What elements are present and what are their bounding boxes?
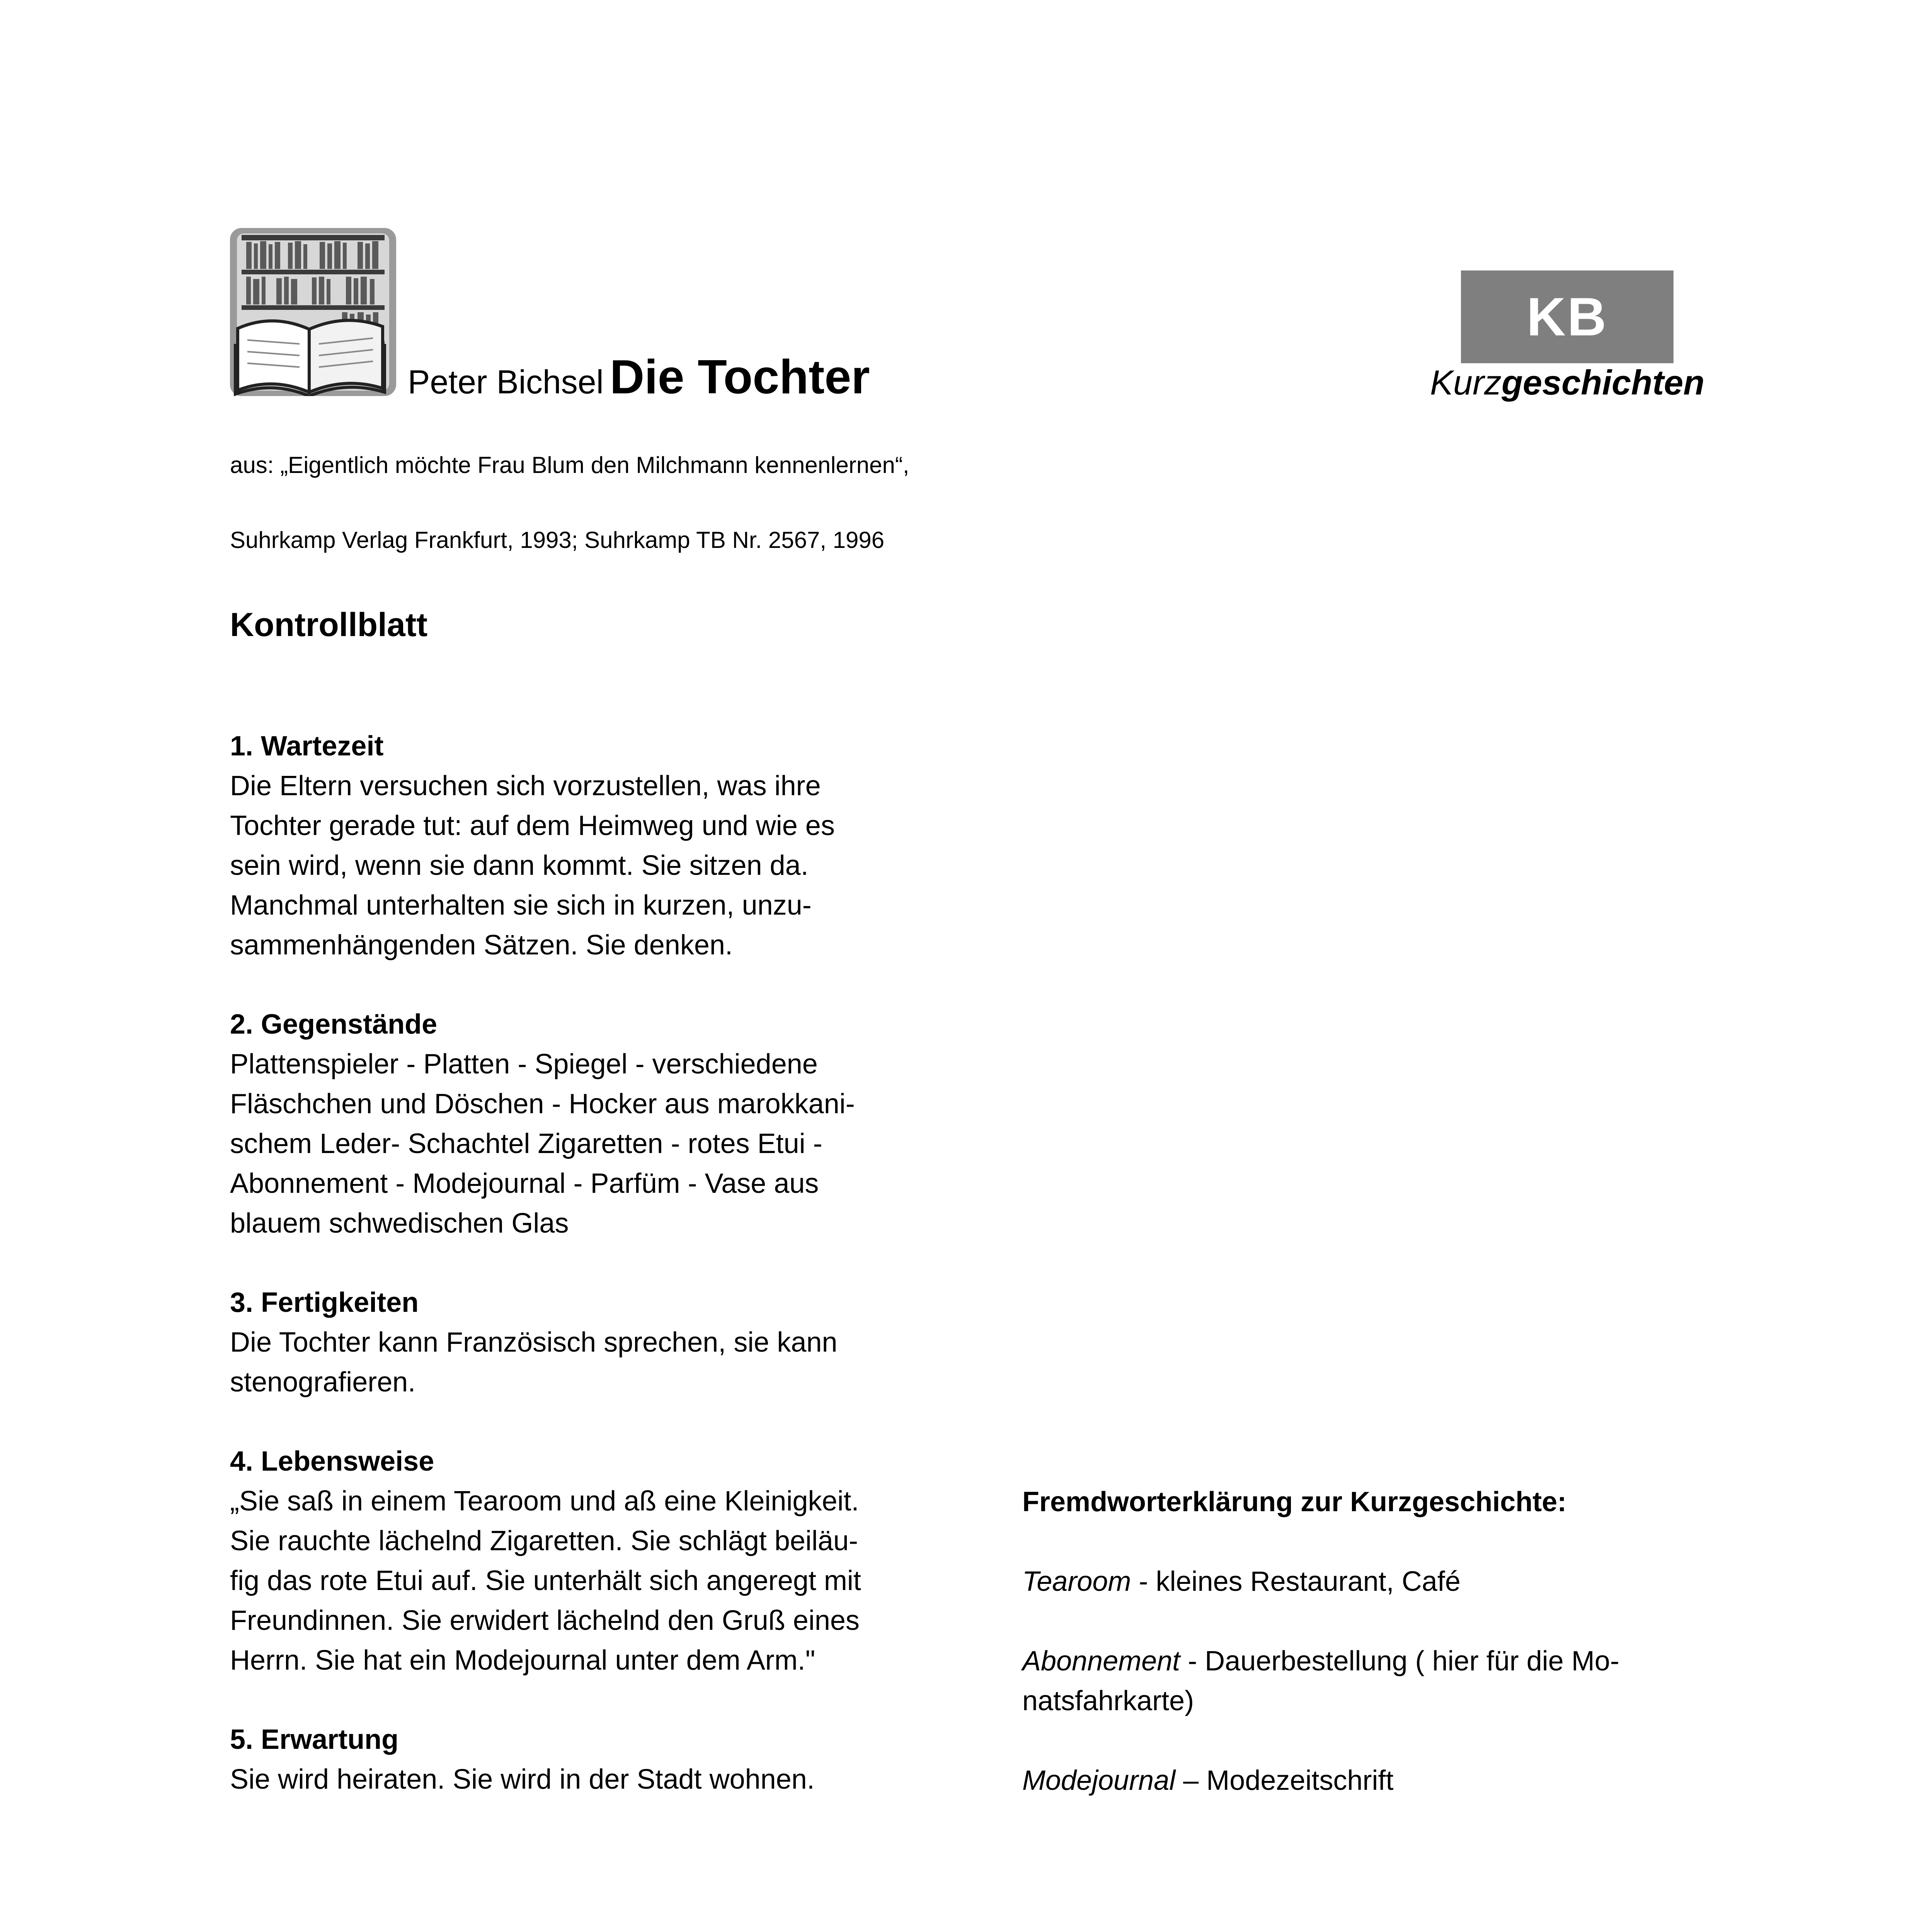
text-line: schem Leder- Schachtel Zigaretten - rotes Etui - [230, 1128, 822, 1159]
text-line: Herrn. Sie hat ein Modejournal unter dem Arm." [230, 1645, 815, 1676]
text-line: Tochter gerade tut: auf dem Heimweg und wie es [230, 810, 835, 841]
section-heading: 1. Wartezeit [230, 731, 384, 762]
text-line: Sie rauchte lächelnd Zigaretten. Sie schlägt beiläu- [230, 1526, 858, 1556]
text-line: Die Eltern versuchen sich vorzustellen, was ihre [230, 770, 821, 801]
glossary-definition: - kleines Restaurant, Café [1131, 1566, 1461, 1597]
text-line: stenografieren. [230, 1367, 416, 1398]
glossary-item [1022, 1562, 1699, 1602]
section-erwartung [230, 1720, 957, 1799]
text-line: sein wird, wenn sie dann kommt. Sie sitzen da. [230, 850, 809, 881]
text-line: Plattenspieler - Platten - Spiegel - verschiedene [230, 1049, 818, 1080]
text-line: Fläschchen und Döschen - Hocker aus marokkani- [230, 1088, 855, 1119]
section-gegenstaende [230, 1005, 957, 1243]
source-citation [230, 409, 909, 596]
section-heading: 3. Fertigkeiten [230, 1287, 419, 1318]
story-title: Die Tochter [609, 350, 870, 404]
glossary-heading: Fremdworterklärung zur Kurzgeschichte: [1022, 1486, 1567, 1517]
section-fertigkeiten [230, 1283, 957, 1402]
section-wartezeit [230, 726, 957, 965]
glossary-line [1022, 1641, 1699, 1681]
glossary-item [1022, 1641, 1699, 1721]
kb-subtitle-prefix: Kurz [1430, 364, 1502, 402]
section-heading: 4. Lebensweise [230, 1446, 434, 1477]
glossary [1022, 1482, 1699, 1840]
section-lebensweise [230, 1442, 957, 1680]
section-heading: 5. Erwartung [230, 1724, 399, 1755]
glossary-line: natsfahrkarte) [1022, 1685, 1194, 1716]
text-line: „Sie saß in einem Tearoom und aß eine Kleinigkeit. [230, 1486, 859, 1517]
glossary-line [1022, 1562, 1699, 1602]
text-line: fig das rote Etui auf. Sie unterhält sich angeregt mit [230, 1565, 861, 1596]
text-line: Manchmal unterhalten sie sich in kurzen, unzu- [230, 890, 812, 921]
text-line: Sie wird heiraten. Sie wird in der Stadt wohnen. [230, 1764, 815, 1795]
text-line: Freundinnen. Sie erwidert lächelnd den Gruß eines [230, 1605, 860, 1636]
source-line: aus: „Eigentlich möchte Frau Blum den Milchmann kennenlernen“, [230, 452, 909, 478]
kb-badge: KB [1461, 270, 1674, 363]
page-title: Kontrollblatt [230, 606, 428, 643]
header-author-title [408, 350, 870, 405]
glossary-item [1022, 1761, 1699, 1801]
text-line: Abonnement - Modejournal - Parfüm - Vase aus [230, 1168, 819, 1199]
control-sheet-list [230, 726, 957, 1839]
text-line: blauem schwedischen Glas [230, 1208, 569, 1239]
text-line: sammenhängenden Sätzen. Sie denken. [230, 930, 733, 961]
text-line: Die Tochter kann Französisch sprechen, sie kann [230, 1327, 838, 1358]
glossary-term: Abonnement [1022, 1646, 1180, 1677]
glossary-definition: – Modezeitschrift [1175, 1765, 1394, 1796]
bookshelf-open-book-icon [230, 228, 396, 396]
kb-subtitle-bold: geschichten [1502, 364, 1705, 402]
source-line: Suhrkamp Verlag Frankfurt, 1993; Suhrkamp TB Nr. 2567, 1996 [230, 527, 885, 553]
glossary-definition: - Dauerbestellung ( hier für die Mo- [1180, 1646, 1619, 1677]
section-heading: 2. Gegenstände [230, 1009, 438, 1040]
kb-subtitle [1430, 363, 1705, 403]
glossary-line [1022, 1761, 1699, 1801]
glossary-term: Tearoom [1022, 1566, 1131, 1597]
author-name: Peter Bichsel [408, 364, 604, 401]
glossary-term: Modejournal [1022, 1765, 1176, 1796]
